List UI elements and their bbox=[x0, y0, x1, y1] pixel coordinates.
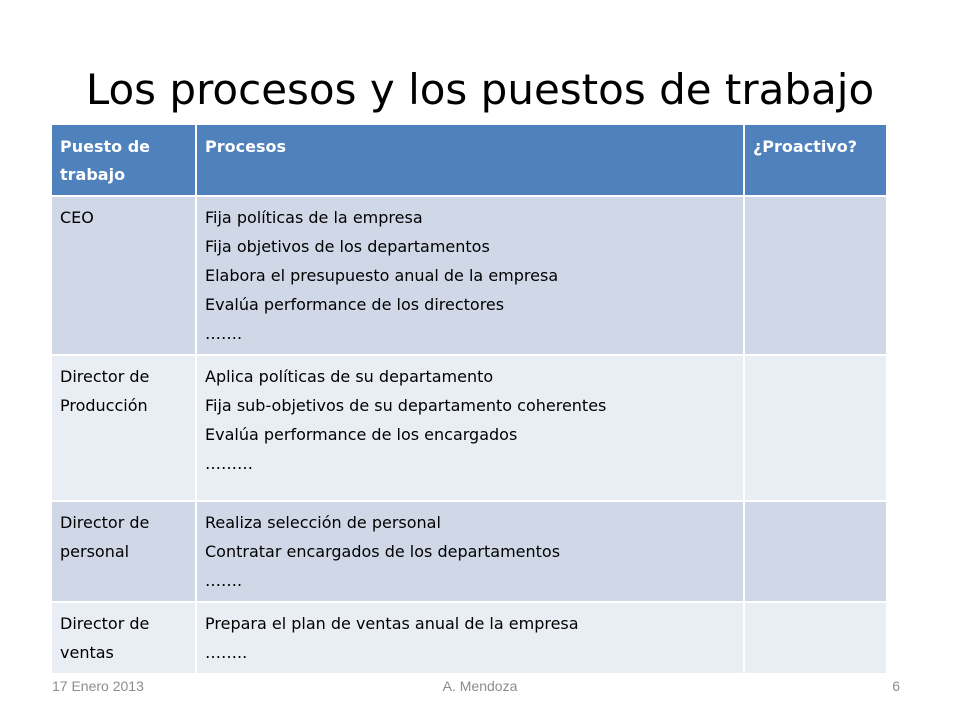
process-item: Aplica políticas de su departamento bbox=[205, 367, 494, 386]
process-item: ……. bbox=[205, 324, 243, 343]
footer-author: A. Mendoza bbox=[442, 678, 518, 694]
process-table-container bbox=[52, 125, 886, 673]
cell-puesto: Director de ventas bbox=[52, 602, 196, 673]
process-item: Evalúa performance de los directores bbox=[205, 295, 505, 314]
process-item: ……… bbox=[205, 454, 253, 473]
table-row bbox=[52, 196, 886, 355]
header-procesos: Procesos bbox=[196, 125, 744, 196]
process-item: Evalúa performance de los encargados bbox=[205, 425, 518, 444]
process-item: Prepara el plan de ventas anual de la empresa bbox=[205, 614, 579, 633]
process-item: Realiza selección de personal bbox=[205, 513, 441, 532]
header-proactivo: ¿Proactivo? bbox=[744, 125, 886, 196]
process-item: Fija políticas de la empresa bbox=[205, 208, 423, 227]
page-number: 6 bbox=[892, 678, 900, 694]
cell-proactivo bbox=[744, 355, 886, 501]
table-row bbox=[52, 602, 886, 673]
cell-proactivo bbox=[744, 602, 886, 673]
process-item: …….. bbox=[205, 643, 248, 662]
cell-puesto: CEO bbox=[52, 196, 196, 355]
table-row bbox=[52, 501, 886, 602]
process-item: ……. bbox=[205, 571, 243, 590]
cell-proactivo bbox=[744, 501, 886, 602]
header-puesto: Puesto de trabajo bbox=[52, 125, 196, 196]
cell-procesos bbox=[196, 355, 744, 501]
cell-procesos bbox=[196, 501, 744, 602]
process-item: Elabora el presupuesto anual de la empresa bbox=[205, 266, 559, 285]
table-header-row bbox=[52, 125, 886, 196]
cell-puesto: Director de personal bbox=[52, 501, 196, 602]
footer-date: 17 Enero 2013 bbox=[52, 678, 144, 694]
process-item: Fija objetivos de los departamentos bbox=[205, 237, 490, 256]
slide-title: Los procesos y los puestos de trabajo bbox=[85, 65, 875, 114]
cell-procesos bbox=[196, 196, 744, 355]
cell-procesos bbox=[196, 602, 744, 673]
process-item: Contratar encargados de los departamentos bbox=[205, 542, 561, 561]
process-table bbox=[52, 125, 886, 673]
table-row bbox=[52, 355, 886, 501]
cell-proactivo bbox=[744, 196, 886, 355]
process-item: Fija sub-objetivos de su departamento coherentes bbox=[205, 396, 607, 415]
cell-puesto: Director de Producción bbox=[52, 355, 196, 501]
